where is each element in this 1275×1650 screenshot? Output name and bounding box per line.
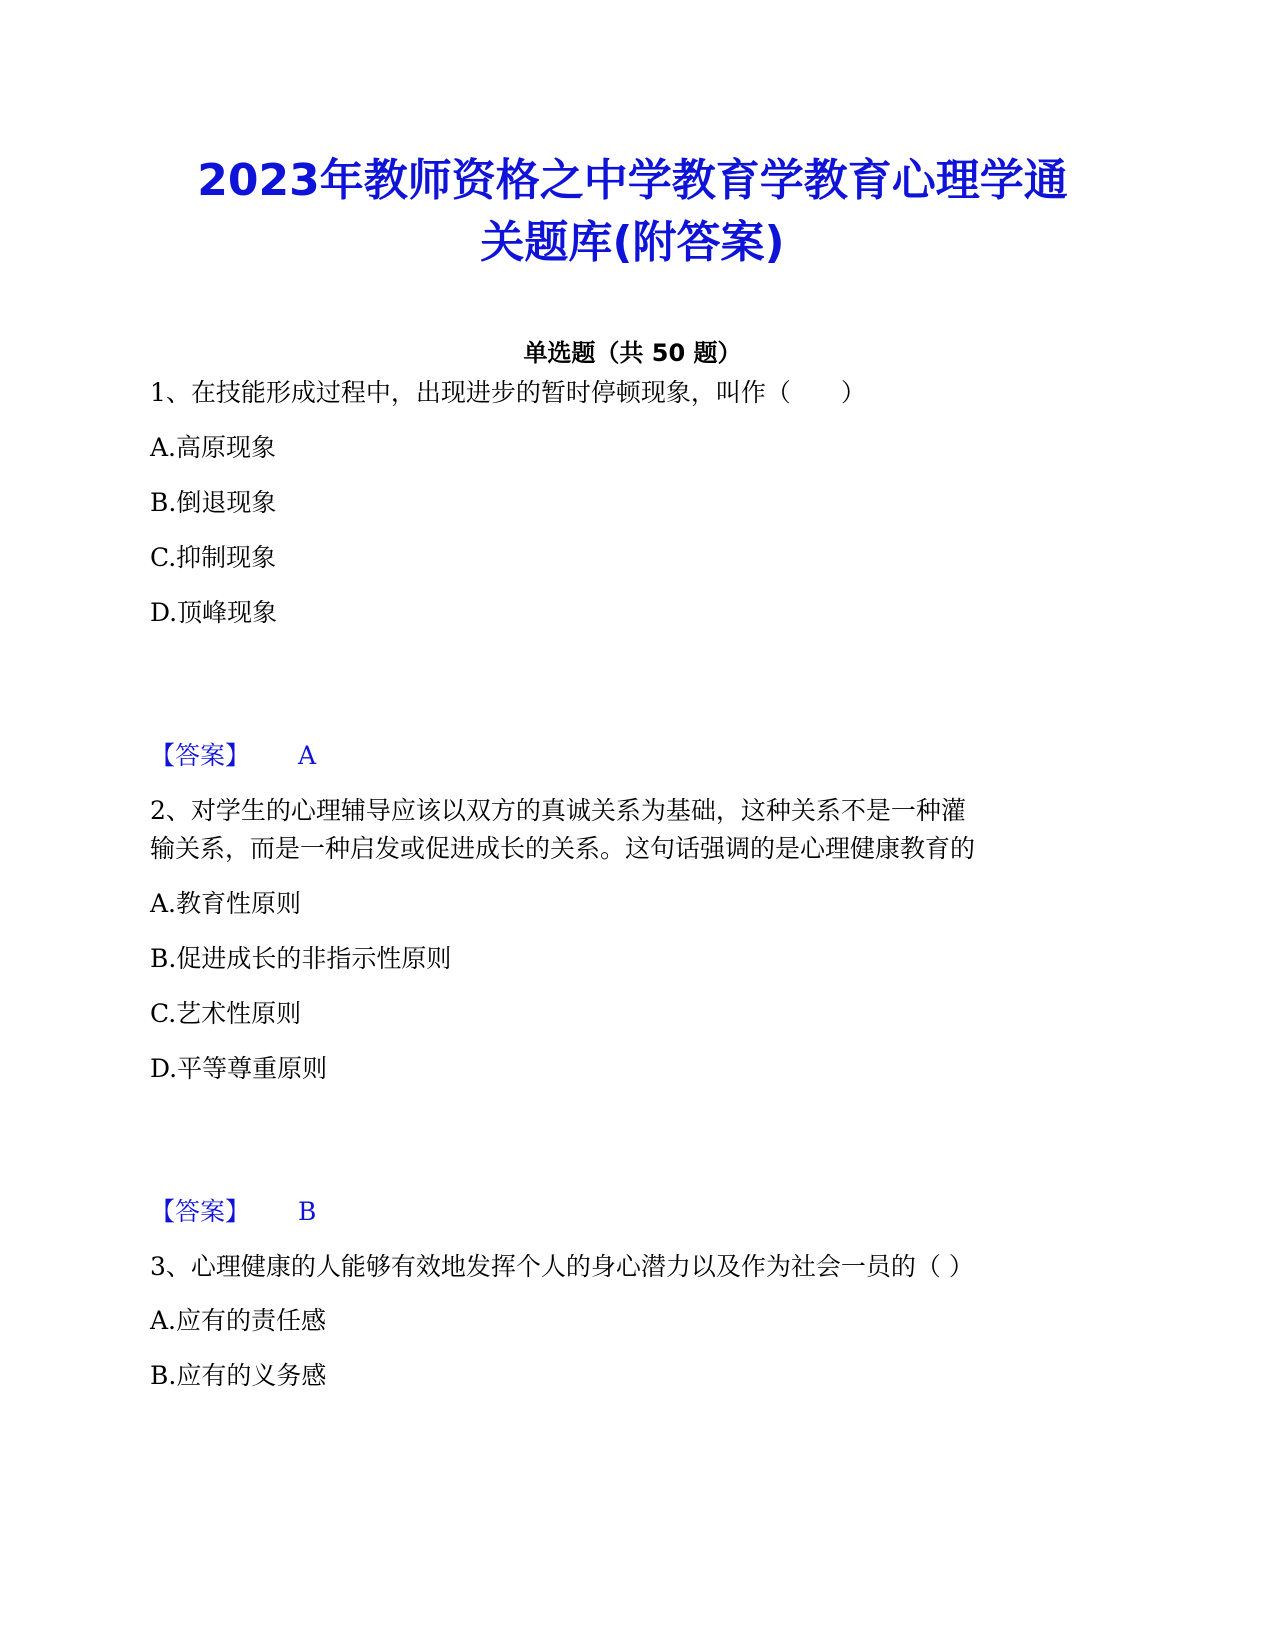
question-2-stem-line-1: 2、对学生的心理辅导应该以双方的真诚关系为基础，这种关系不是一种灌 [150, 796, 966, 825]
question-2-option-c: C.艺术性原则 [150, 999, 302, 1028]
section-heading: 单选题（共 50 题） [523, 339, 742, 367]
answer-value: B [298, 1197, 317, 1226]
question-2-option-a: A.教育性原则 [150, 889, 302, 918]
question-2-option-b: B.促进成长的非指示性原则 [150, 944, 452, 973]
question-1-option-c: C.抑制现象 [150, 543, 277, 572]
answer-value: A [298, 741, 317, 770]
question-1-stem: 1、在技能形成过程中，出现进步的暂时停顿现象，叫作（ ） [150, 378, 866, 407]
question-3-stem: 3、心理健康的人能够有效地发挥个人的身心潜力以及作为社会一员的（ ） [150, 1252, 974, 1281]
question-2-answer [150, 1195, 316, 1229]
title-line-2: 关题库(附答案) [480, 217, 785, 268]
question-1-option-d: D.顶峰现象 [150, 598, 278, 627]
question-1-option-b: B.倒退现象 [150, 488, 277, 517]
question-3-option-b: B.应有的义务感 [150, 1361, 327, 1390]
question-1-answer [150, 739, 316, 773]
question-2-stem-line-2: 输关系，而是一种启发或促进成长的关系。这句话强调的是心理健康教育的 [150, 834, 976, 863]
document-title [140, 150, 1125, 274]
question-2-option-d: D.平等尊重原则 [150, 1054, 328, 1083]
question-3-option-a: A.应有的责任感 [150, 1306, 327, 1335]
answer-label: 【答案】 [150, 741, 251, 770]
title-line-1: 2023年教师资格之中学教育学教育心理学通 [197, 155, 1068, 206]
question-1-option-a: A.高原现象 [150, 433, 277, 462]
answer-label: 【答案】 [150, 1197, 251, 1226]
